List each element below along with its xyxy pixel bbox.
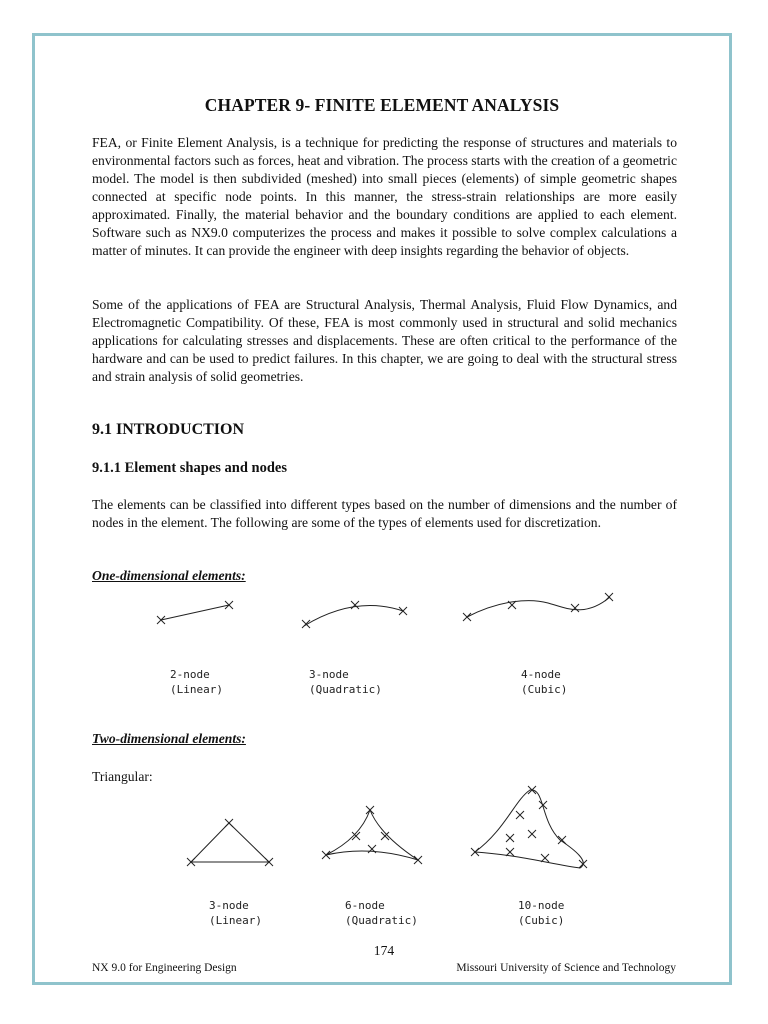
element-types-paragraph: The elements can be classified into different types based on the number of dimensions and the number of nodes in the element. The following are some of the types of elements used for discretization.	[92, 497, 677, 530]
caption-3-node: 3-node (Quadratic)	[309, 668, 382, 696]
three-node-triangle-diagram	[187, 819, 273, 866]
footer-book-title: NX 9.0 for Engineering Design	[92, 962, 237, 974]
one-dimensional-heading: One-dimensional elements:	[92, 568, 246, 583]
subsection-heading: 9.1.1 Element shapes and nodes	[92, 460, 287, 476]
caption-tri-6-node: 6-node (Quadratic)	[345, 899, 418, 927]
footer-institution: Missouri University of Science and Technology	[456, 962, 676, 974]
caption-tri-10-node: 10-node (Cubic)	[518, 899, 565, 927]
chapter-title: CHAPTER 9- FINITE ELEMENT ANALYSIS	[204, 95, 560, 115]
intro-paragraph-1: FEA, or Finite Element Analysis, is a technique for predicting the response of structures and materials to environmental factors such as forces, heat and vibration. The process starts with the creation of a geometric model. The model is then subdivided (meshed) into small pieces (elements) of simple geometric shapes connected at specific node points. In this manner, the stress-strain relationships are more easily approximated. Finally, the material behavior and the boundary conditions are applied to each element. Software such as NX9.0 computerizes the process and makes it possible to solve complex calculations a matter of minutes. It can provide the engineer with deep insights regarding the behavior of objects.	[92, 135, 677, 258]
three-node-quadratic-diagram	[302, 601, 407, 628]
caption-tri-3-node: 3-node (Linear)	[209, 899, 262, 927]
triangular-label: Triangular:	[92, 769, 153, 784]
intro-paragraph-2: Some of the applications of FEA are Structural Analysis, Thermal Analysis, Fluid Flow Dynamics, and Electromagnetic Compatibility. Of these, FEA is most commonly used in structural and solid mechanics applications for calculating stresses and displacements. These are often critical to the performance of the hardware and can be used to predict failures. In this chapter, we are going to deal with the structural stress and strain analysis of solid geometries.	[92, 297, 677, 384]
caption-4-node: 4-node (Cubic)	[521, 668, 568, 696]
six-node-triangle-diagram	[322, 806, 422, 864]
two-dimensional-heading: Two-dimensional elements:	[92, 731, 246, 746]
section-heading: 9.1 INTRODUCTION	[92, 421, 245, 438]
ten-node-triangle-diagram	[471, 786, 587, 868]
two-node-linear-diagram	[157, 601, 233, 624]
page-number: 174	[373, 943, 395, 958]
four-node-cubic-diagram	[463, 593, 613, 621]
caption-2-node: 2-node (Linear)	[170, 668, 223, 696]
